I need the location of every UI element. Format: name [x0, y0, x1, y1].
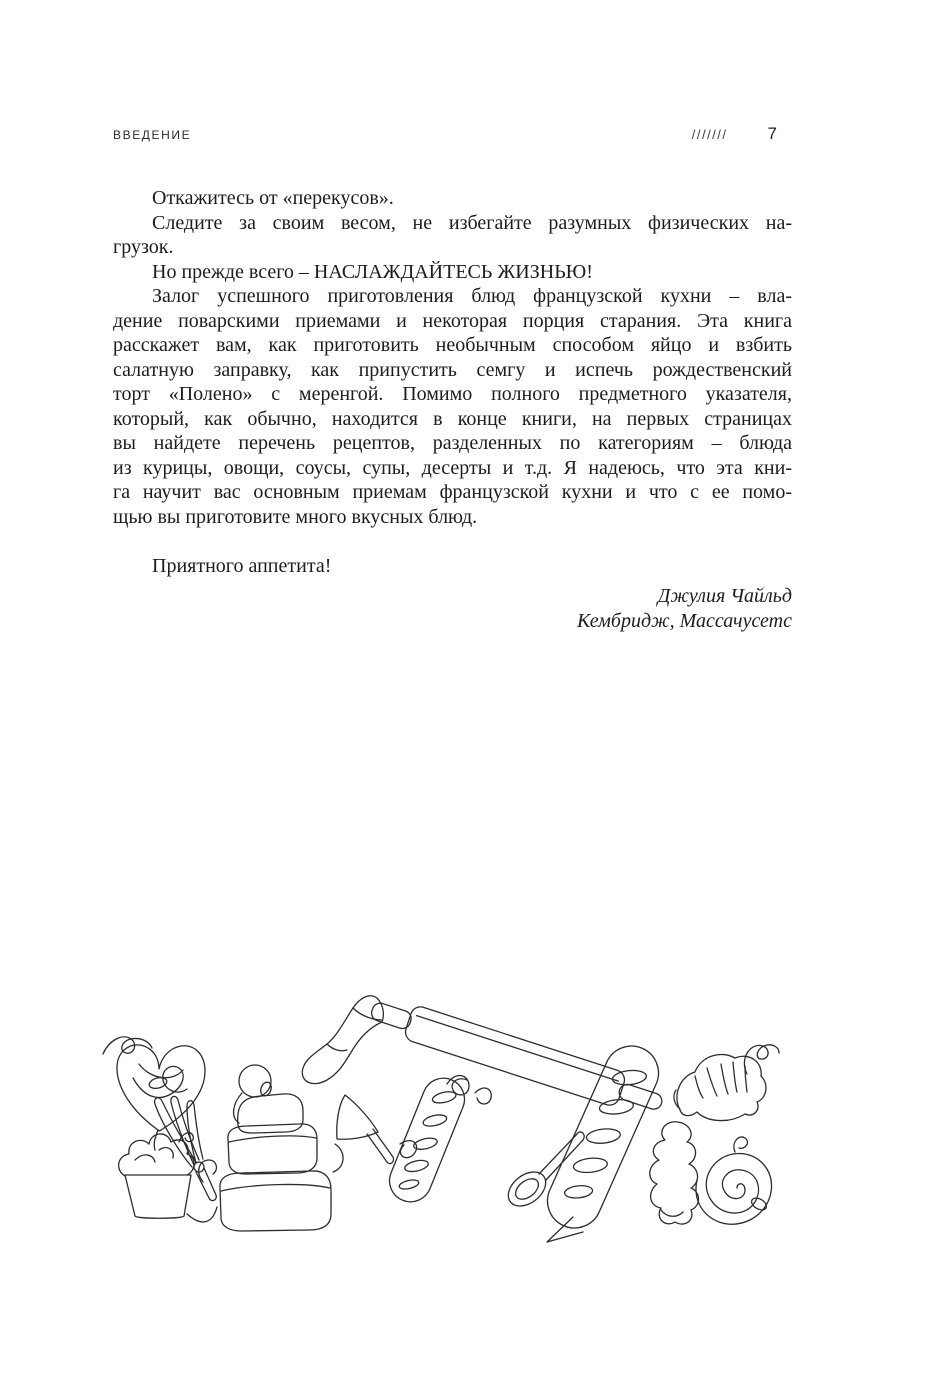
bakery-line-art-illustration	[95, 992, 795, 1254]
introduction-text	[113, 186, 792, 634]
section-title: ВВЕДЕНИЕ	[113, 128, 192, 142]
text-line: дение поварскими приемами и некоторая порция старания. Эта книга	[113, 309, 792, 332]
paragraph	[113, 284, 792, 529]
signature-block	[113, 584, 792, 634]
paragraph	[113, 260, 792, 285]
paragraph	[113, 211, 792, 260]
whisk-icon	[155, 1096, 217, 1200]
text-line: Но прежде всего – НАСЛАЖДАЙТЕСЬ ЖИЗНЬЮ!	[152, 260, 593, 283]
text-line: Залог успешного приготовления блюд французской кухни – вла-	[152, 285, 792, 307]
text-line: щью вы приготовите много вкусных блюд.	[113, 505, 478, 528]
flourish-right-icon	[744, 1045, 779, 1074]
closing-line: Приятного аппетита!	[152, 555, 332, 577]
baguette-icon	[539, 1037, 667, 1242]
slash-marks-icon: ///////	[691, 127, 728, 142]
tiered-cake-pots-icon	[199, 1065, 331, 1231]
oven-mitt-icon	[302, 996, 383, 1084]
text-line: расскажет вам, как приготовить необычным способом яйцо и взбить	[113, 334, 792, 356]
paragraphs	[113, 186, 792, 529]
text-line: салатную заправку, как припустить семгу и испечь рождественский	[113, 358, 792, 381]
croissant-icon	[674, 1054, 766, 1120]
bread-loaf-icon	[383, 1072, 471, 1208]
cinnamon-roll-icon	[696, 1137, 772, 1224]
flourish-left-icon	[103, 1037, 152, 1054]
author-name: Джулия Чайльд	[657, 584, 792, 607]
header-right	[692, 124, 777, 144]
loop-squiggle-icon	[447, 1076, 491, 1104]
text-line: из курицы, овощи, соусы, супы, десерты и т.д. Я надеюсь, что эта кни-	[113, 456, 792, 479]
text-line: торт «Полено» с меренгой. Помимо полного предметного указателя,	[113, 383, 792, 405]
cupcake-icon	[119, 1133, 217, 1222]
text-line: Следите за своим весом, не избегайте разумных физических на-	[152, 211, 792, 234]
bakery-line-art-svg	[95, 992, 795, 1254]
author-place: Кембридж, Массачусетс	[576, 609, 792, 632]
text-line: Откажитесь от «перекусов».	[152, 187, 394, 209]
paragraph	[113, 186, 792, 211]
spoon-icon	[502, 1132, 584, 1213]
text-line: грузок.	[113, 236, 174, 258]
soft-serve-icon	[650, 1122, 699, 1224]
text-line: который, как обычно, находится в конце книги, на первых страницах	[113, 407, 792, 430]
rolling-pin-icon	[367, 993, 667, 1121]
text-line: га научит вас основным приемам французской кухни и что с ее помо-	[113, 481, 792, 503]
cake-server-icon	[333, 1095, 417, 1172]
page-header	[113, 124, 777, 144]
page-number: 7	[767, 124, 777, 143]
text-line: вы найдете перечень рецептов, разделенных по категориям – блюда	[113, 432, 792, 454]
